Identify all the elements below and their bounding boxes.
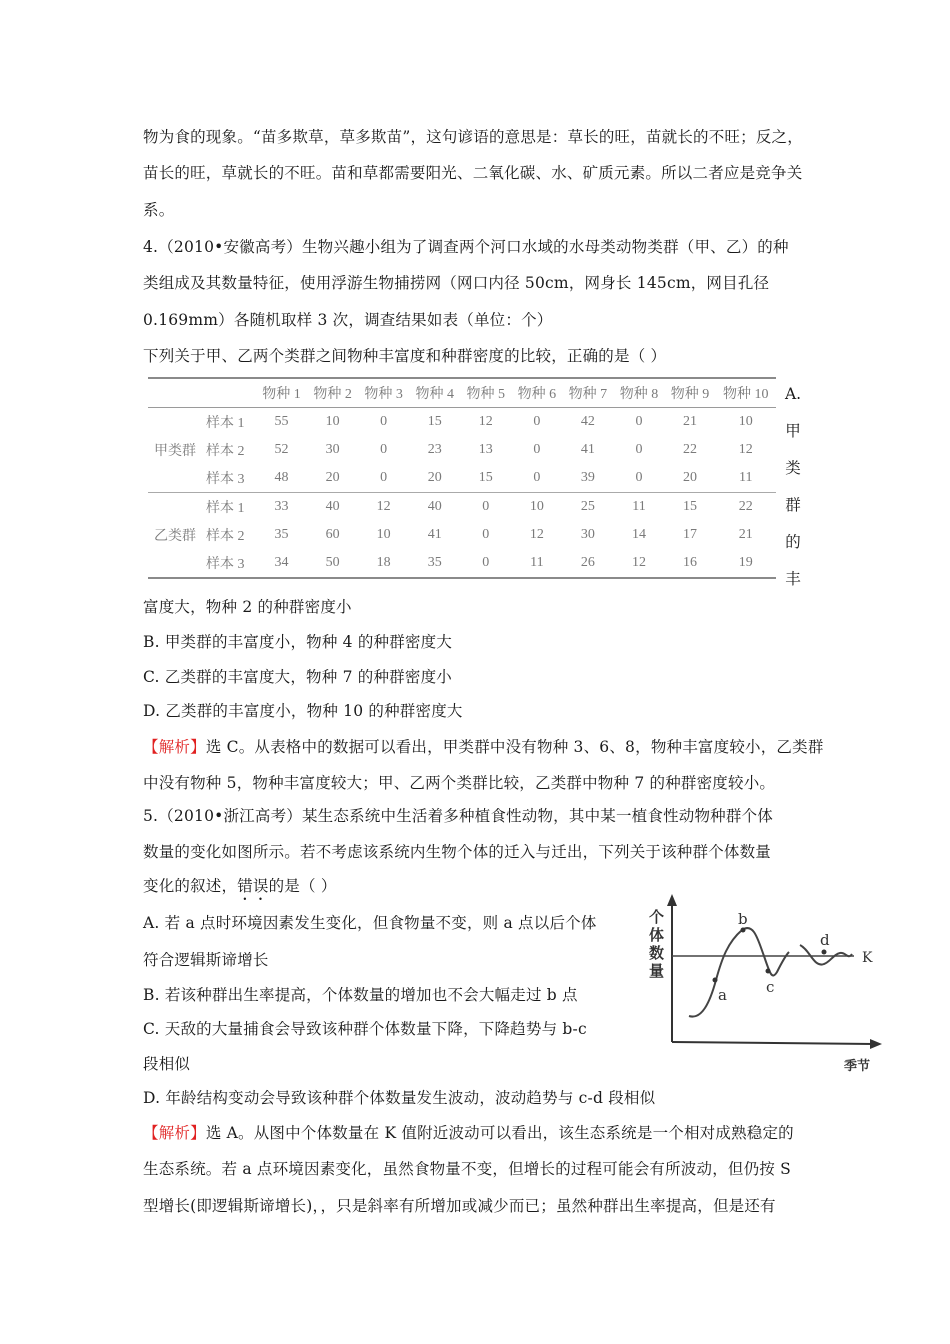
table-row bbox=[148, 436, 776, 464]
point-a bbox=[713, 978, 718, 983]
table-cell: 41 bbox=[580, 442, 595, 457]
q4-option-c: C. 乙类群的丰富度大，物种 7 的种群密度小 bbox=[143, 668, 452, 686]
table-cell: 40 bbox=[427, 499, 442, 514]
table-cell: 11 bbox=[739, 470, 753, 485]
table-cell: 10 bbox=[325, 414, 340, 429]
table-cell: 48 bbox=[274, 470, 289, 485]
option-a-char: 甲 bbox=[785, 422, 801, 440]
table-cell: 20 bbox=[683, 470, 698, 485]
q4-stem-line-2: 类组成及其数量特征，使用浮游生物捕捞网（网口内径 50cm，网身长 145cm，网目孔径 bbox=[143, 274, 770, 292]
group-name-cell bbox=[148, 493, 206, 522]
q4-analysis-line-1 bbox=[143, 737, 824, 757]
table-cell: 42 bbox=[580, 414, 595, 429]
table-cell: 21 bbox=[738, 527, 753, 542]
group-name-cell bbox=[148, 464, 206, 493]
table-header-row bbox=[148, 378, 776, 408]
sample-name-cell: 样本 2 bbox=[206, 444, 245, 459]
point-a-label: a bbox=[718, 986, 727, 1004]
sample-name-cell: 样本 1 bbox=[206, 416, 245, 431]
table-cell: 21 bbox=[683, 414, 698, 429]
option-a-char: 的 bbox=[785, 533, 801, 551]
q4-option-b: B. 甲类群的丰富度小，物种 4 的种群密度大 bbox=[143, 633, 453, 651]
q4-stem-line-1: 4.（2010•安徽高考）生物兴趣小组为了调查两个河口水域的水母类动物类群（甲、乙）的种 bbox=[143, 238, 789, 256]
table-cell: 15 bbox=[683, 499, 698, 514]
table-header-cell: 物种 8 bbox=[619, 387, 659, 402]
q5-analysis-line-1 bbox=[143, 1123, 794, 1143]
table-cell: 0 bbox=[380, 414, 388, 429]
table-cell: 11 bbox=[632, 499, 646, 514]
q5-option-c: C. 天敌的大量捕食会导致该种群个体数量下降，下降趋势与 b-c bbox=[143, 1020, 587, 1038]
table-cell: 17 bbox=[683, 527, 698, 542]
group-name-cell bbox=[148, 408, 206, 437]
option-a-char: A. bbox=[784, 385, 802, 403]
table-cell: 0 bbox=[635, 470, 643, 485]
species-table bbox=[148, 377, 776, 577]
point-c bbox=[766, 969, 771, 974]
table-cell: 0 bbox=[533, 470, 541, 485]
q5-stem-line-2: 数量的变化如图所示。若不考虑该系统内生物个体的迁入与迁出，下列关于该种群个体数量 bbox=[143, 843, 772, 861]
analysis-text: 选 A。从图中个体数量在 K 值附近波动可以看出，该生态系统是一个相对成熟稳定的 bbox=[205, 1124, 794, 1142]
q5-option-a-continued: 符合逻辑斯谛增长 bbox=[143, 951, 269, 969]
table-cell: 20 bbox=[427, 470, 442, 485]
y-axis-label-char: 个 bbox=[649, 908, 665, 926]
sample-name-cell: 样本 3 bbox=[206, 472, 245, 487]
point-c-label: c bbox=[766, 978, 775, 996]
table-cell: 23 bbox=[427, 442, 442, 457]
table-header-cell: 物种 1 bbox=[262, 387, 301, 402]
table-row bbox=[148, 464, 776, 493]
table-cell: 19 bbox=[738, 555, 753, 570]
table-row bbox=[148, 549, 776, 578]
sample-name-cell: 样本 3 bbox=[206, 557, 245, 572]
table-header-cell: 物种 9 bbox=[670, 387, 710, 402]
table-cell: 12 bbox=[478, 414, 493, 429]
table-row bbox=[148, 493, 776, 522]
q5-analysis-line-2: 生态系统。若 a 点环境因素变化，虽然食物量不变，但增长的过程可能会有所波动，但仍按 S bbox=[143, 1160, 791, 1178]
table-cell: 16 bbox=[683, 555, 698, 570]
table-cell: 12 bbox=[631, 555, 646, 570]
table-cell: 52 bbox=[274, 442, 289, 457]
table-header-cell: 物种 2 bbox=[313, 387, 352, 402]
option-a-char: 群 bbox=[785, 496, 801, 514]
table-cell: 12 bbox=[529, 527, 544, 542]
intro-line-2: 苗长的旺，草就长的不旺。苗和草都需要阳光、二氧化碳、水、矿质元素。所以二者应是竞争关 bbox=[143, 164, 803, 182]
q4-option-d: D. 乙类群的丰富度小，物种 10 的种群密度大 bbox=[143, 702, 463, 720]
q4-analysis-line-2: 中没有物种 5，物种丰富度较大；甲、乙两个类群比较，乙类群中物种 7 的种群密度较小。 bbox=[143, 774, 776, 792]
table-row bbox=[148, 521, 776, 549]
table-cell: 39 bbox=[580, 470, 595, 485]
table-cell: 13 bbox=[478, 442, 493, 457]
group-jia bbox=[148, 408, 776, 493]
table-cell: 30 bbox=[325, 442, 340, 457]
table-cell: 41 bbox=[427, 527, 442, 542]
table-cell: 0 bbox=[482, 499, 490, 514]
intro-line-3: 系。 bbox=[143, 201, 175, 219]
group-name-cell bbox=[148, 549, 206, 578]
q5-option-a: A. 若 a 点时环境因素发生变化，但食物量不变，则 a 点以后个体 bbox=[143, 914, 597, 932]
y-axis-label-char: 数 bbox=[649, 944, 665, 962]
table-cell: 22 bbox=[738, 499, 753, 514]
y-axis-label-char: 体 bbox=[649, 926, 665, 944]
table-cell: 12 bbox=[738, 442, 753, 457]
k-label: K bbox=[862, 950, 873, 966]
point-b bbox=[741, 928, 746, 933]
population-chart bbox=[622, 882, 892, 1080]
q5-option-b: B. 若该种群出生率提高，个体数量的增加也不会大幅走过 b 点 bbox=[143, 986, 578, 1004]
table-cell: 50 bbox=[325, 555, 340, 570]
table-cell: 14 bbox=[631, 527, 646, 542]
stem-text: 的是（ ） bbox=[268, 877, 337, 895]
stem-text: 变化的叙述， bbox=[143, 877, 238, 895]
table-cell: 10 bbox=[376, 527, 391, 542]
table-cell: 0 bbox=[380, 470, 388, 485]
point-d-label: d bbox=[820, 931, 830, 949]
x-axis bbox=[672, 1042, 874, 1044]
table-cell: 11 bbox=[530, 555, 544, 570]
table-cell: 40 bbox=[325, 499, 340, 514]
table-cell: 0 bbox=[635, 442, 643, 457]
emphasized-word: 错误 bbox=[237, 877, 269, 895]
q5-stem-line-1: 5.（2010•浙江高考）某生态系统中生活着多种植食性动物，其中某一植食性动物种群个体 bbox=[143, 807, 773, 825]
analysis-label: 【解析】 bbox=[143, 1124, 206, 1142]
table-cell: 0 bbox=[533, 414, 541, 429]
table-cell: 30 bbox=[580, 527, 595, 542]
table-header-cell: 物种 4 bbox=[415, 387, 454, 402]
table-cell: 15 bbox=[427, 414, 442, 429]
table-cell: 0 bbox=[533, 442, 541, 457]
q5-option-d: D. 年龄结构变动会导致该种群个体数量发生波动，波动趋势与 c-d 段相似 bbox=[143, 1089, 656, 1107]
table-header-cell bbox=[206, 378, 256, 408]
q5-option-c-continued: 段相似 bbox=[143, 1055, 191, 1073]
table-cell: 0 bbox=[635, 414, 643, 429]
intro-line-1: 物为食的现象。“苗多欺草，草多欺苗”，这句谚语的意思是：草长的旺，苗就长的不旺；反之， bbox=[143, 128, 803, 146]
table-header-cell: 物种 10 bbox=[723, 387, 769, 402]
table-cell: 25 bbox=[580, 499, 595, 514]
table-cell: 15 bbox=[478, 470, 493, 485]
point-d bbox=[822, 950, 827, 955]
table-cell: 18 bbox=[376, 555, 391, 570]
table-cell: 34 bbox=[274, 555, 289, 570]
table-header-cell: 物种 3 bbox=[364, 387, 403, 402]
option-a-char: 丰 bbox=[785, 570, 801, 588]
y-axis-label-char: 量 bbox=[649, 962, 665, 980]
y-axis-arrow-icon bbox=[667, 894, 677, 906]
group-name-cell: 甲类群 bbox=[154, 444, 196, 459]
table-cell: 35 bbox=[427, 555, 442, 570]
table-header-cell: 物种 5 bbox=[466, 387, 506, 402]
group-name-cell: 乙类群 bbox=[154, 529, 196, 544]
option-a-vertical bbox=[783, 376, 803, 598]
table-cell: 0 bbox=[482, 555, 490, 570]
table-cell: 10 bbox=[529, 499, 544, 514]
q4-stem-line-3: 0.169mm）各随机取样 3 次，调查结果如表（单位：个） bbox=[143, 311, 553, 329]
option-a-char: 类 bbox=[785, 459, 801, 477]
table-header-cell bbox=[148, 378, 206, 408]
table-header-cell: 物种 6 bbox=[517, 387, 557, 402]
x-axis-label: 季节 bbox=[844, 1059, 871, 1074]
q5-analysis-line-3: 型增长(即逻辑斯谛增长)，，只是斜率有所增加或减少而已；虽然种群出生率提高，但是还有 bbox=[143, 1197, 776, 1215]
point-b-label: b bbox=[738, 910, 748, 928]
q4-option-a-continued: 富度大，物种 2 的种群密度小 bbox=[143, 598, 352, 616]
table-cell: 12 bbox=[376, 499, 391, 514]
q4-stem-line-4: 下列关于甲、乙两个类群之间物种丰富度和种群密度的比较，正确的是（ ） bbox=[143, 347, 667, 365]
table-cell: 10 bbox=[738, 414, 753, 429]
table-cell: 0 bbox=[482, 527, 490, 542]
group-yi bbox=[148, 493, 776, 579]
sample-name-cell: 样本 2 bbox=[206, 529, 245, 544]
table-header-cell: 物种 7 bbox=[568, 387, 608, 402]
analysis-label: 【解析】 bbox=[143, 738, 206, 756]
table-cell: 20 bbox=[325, 470, 340, 485]
x-axis-arrow-icon bbox=[870, 1039, 882, 1049]
table-row bbox=[148, 408, 776, 437]
q5-stem-line-3 bbox=[143, 876, 337, 904]
analysis-text: 选 C。从表格中的数据可以看出，甲类群中没有物种 3、6、8，物种丰富度较小，乙类群 bbox=[205, 738, 824, 756]
table-cell: 60 bbox=[325, 527, 340, 542]
sample-name-cell: 样本 1 bbox=[206, 501, 245, 516]
table-cell: 55 bbox=[274, 414, 289, 429]
population-curve bbox=[689, 928, 789, 1017]
table-cell: 35 bbox=[274, 527, 289, 542]
table-cell: 0 bbox=[380, 442, 388, 457]
table-cell: 22 bbox=[683, 442, 698, 457]
table-cell: 26 bbox=[580, 555, 595, 570]
table-cell: 33 bbox=[274, 499, 289, 514]
